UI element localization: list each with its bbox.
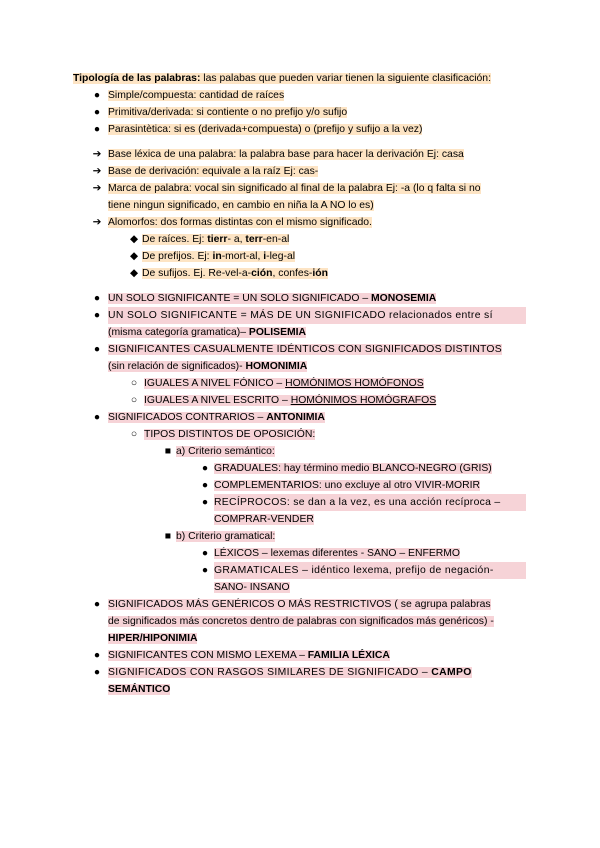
concept-marca-cont: tiene ningun significado, en cambio en niña la A NO lo es) [108, 200, 374, 211]
concept-marca: ➔ Marca de palabra: vocal sin significado al final de la palabra Ej: -a (lo q falta si no [86, 180, 481, 197]
arrow-right-icon: ➔ [92, 183, 102, 194]
bullet-icon: ● [93, 599, 101, 610]
concept-alomorfos: ➔ Alomorfos: dos formas distintas con el mismo significado. [86, 214, 372, 231]
op-reciprocos: ● RECÍPROCOS: se dan a la vez, es una acción recíproca – [196, 494, 526, 511]
sem-monosemia: ● UN SOLO SIGNIFICANTE = UN SOLO SIGNIFICADO – MONOSEMIA [86, 290, 436, 307]
bullet-icon: ● [93, 90, 101, 101]
bullet-icon: ● [93, 344, 101, 355]
concept-base-derivacion: ➔ Base de derivación: equivale a la raíz Ej: cas- [86, 163, 318, 180]
type-item: ● Primitiva/derivada: si contiente o no prefijo y/o sufijo [86, 104, 347, 121]
sem-campo-semantico: ● SIGNIFICADOS CON RASGOS SIMILARES DE SIGNIFICADO – CAMPO [86, 664, 472, 681]
type-item: ● Simple/compuesta: cantidad de raíces [86, 87, 284, 104]
diamond-icon: ◆ [130, 251, 138, 262]
bullet-icon: ● [201, 480, 209, 491]
sem-familia-lexica: ● SIGNIFICANTES CON MISMO LEXEMA – FAMILIA LÉXICA [86, 647, 390, 664]
bullet-icon: ● [93, 293, 101, 304]
op-graduales: ● GRADUALES: hay término medio BLANCO-NEGRO (GRIS) [196, 460, 492, 477]
arrow-right-icon: ➔ [92, 149, 102, 160]
op-complementarios: ● COMPLEMENTARIOS: uno excluye al otro VIVIR-MORIR [196, 477, 480, 494]
diamond-icon: ◆ [130, 268, 138, 279]
op-gramaticales-cont: SANO- INSANO [214, 582, 290, 593]
crit-semantico: ■ a) Criterio semántico: [160, 443, 275, 460]
op-reciprocos-cont: COMPRAR-VENDER [214, 514, 314, 525]
sem-antonimia: ● SIGNIFICADOS CONTRARIOS – ANTONIMIA [86, 409, 325, 426]
bullet-icon: ● [93, 310, 101, 321]
square-bullet-icon: ■ [164, 531, 172, 542]
square-bullet-icon: ■ [164, 446, 172, 457]
op-gramaticales: ● GRAMATICALES – idéntico lexema, prefijo de negación- [196, 562, 526, 579]
sem-hiperonimia-cont2: HIPER/HIPONIMIA [108, 633, 198, 644]
circle-bullet-icon: ○ [130, 395, 138, 406]
bullet-icon: ● [93, 667, 101, 678]
sem-hiperonimia: ● SIGNIFICADOS MÁS GENÉRICOS O MÁS RESTRICTIVOS ( se agrupa palabras [86, 596, 491, 613]
diamond-icon: ◆ [130, 234, 138, 245]
sem-homonimia-cont: (sin relación de significados)- HOMONIMIA [108, 361, 308, 372]
concept-base-lexica: ➔ Base léxica de una palabra: la palabra base para hacer la derivación Ej: casa [86, 146, 464, 163]
bullet-icon: ● [201, 548, 209, 559]
arrow-right-icon: ➔ [92, 217, 102, 228]
op-lexicos: ● LÉXICOS – lexemas diferentes - SANO – ENFERMO [196, 545, 460, 562]
bullet-icon: ● [93, 412, 101, 423]
type-item: ● Parasintètica: si es (derivada+compuesta) o (prefijo y sufijo a la vez) [86, 121, 422, 138]
alomorfo-sufijos: ◆ De sufijos. Ej. Re-vel-a-ción, confes-ión [126, 265, 328, 282]
bullet-icon: ● [201, 463, 209, 474]
sem-tipos-oposicion: ○ TIPOS DISTINTOS DE OPOSICIÓN: [124, 426, 315, 443]
document-title: Tipología de las palabras: [73, 73, 201, 84]
bullet-icon: ● [201, 565, 209, 576]
sem-homografos: ○ IGUALES A NIVEL ESCRITO – HOMÓNIMOS HOMÓGRAFOS [124, 392, 436, 409]
circle-bullet-icon: ○ [130, 429, 138, 440]
crit-gramatical: ■ b) Criterio gramatical: [160, 528, 275, 545]
bullet-icon: ● [93, 107, 101, 118]
bullet-icon: ● [201, 497, 209, 508]
bullet-icon: ● [93, 124, 101, 135]
bullet-icon: ● [93, 650, 101, 661]
sem-homofonos: ○ IGUALES A NIVEL FÓNICO – HOMÓNIMOS HOMÓFONOS [124, 375, 424, 392]
title-line [73, 70, 491, 87]
sem-hiperonimia-cont: de significados más concretos dentro de palabras con significados más genéricos) - [108, 616, 494, 627]
alomorfo-raices: ◆ De raíces. Ej: tierr- a, terr-en-al [126, 231, 289, 248]
title-intro: las palabas que pueden variar tienen la siguiente clasificación: [200, 73, 491, 84]
arrow-right-icon: ➔ [92, 166, 102, 177]
sem-campo-semantico-cont: SEMÁNTICO [108, 684, 171, 695]
circle-bullet-icon: ○ [130, 378, 138, 389]
sem-polisemia-cont: (misma categoría gramatica)– POLISEMIA [108, 327, 307, 338]
alomorfo-prefijos: ◆ De prefijos. Ej: in-mort-al, i-leg-al [126, 248, 295, 265]
sem-homonimia: ● SIGNIFICANTES CASUALMENTE IDÉNTICOS CON SIGNIFICADOS DISTINTOS [86, 341, 502, 358]
sem-polisemia: ● UN SOLO SIGNIFICANTE = MÁS DE UN SIGNIFICADO relacionados entre sí [86, 307, 526, 324]
